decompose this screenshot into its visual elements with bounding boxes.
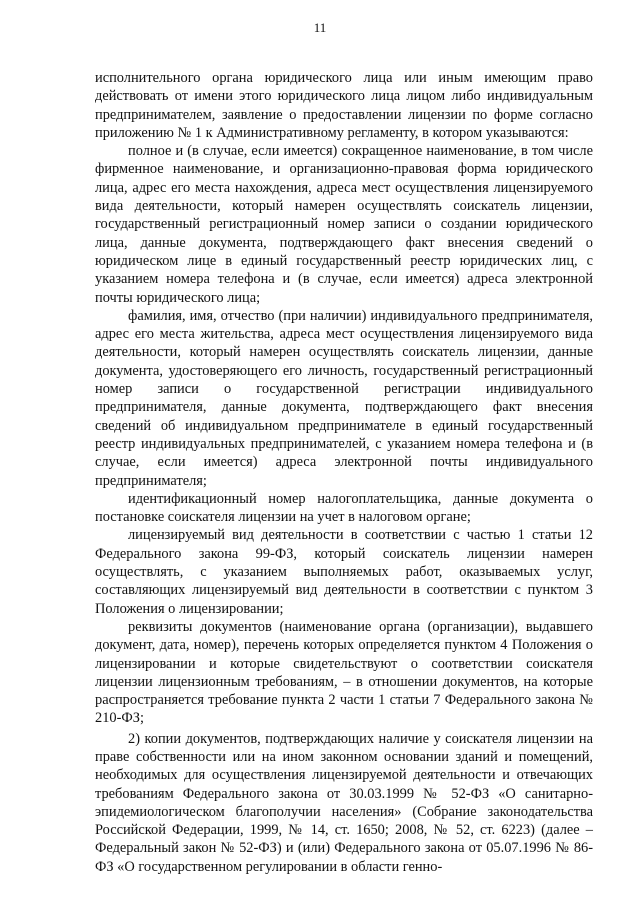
paragraph-item-2-copies: 2) копии документов, подтверждающих наличие у соискателя лицензии на праве собственности или на ином законном основании зданий и помещений, необходимых для осуществления лицензируемой деятельности и отвечающих требованиям Федерального закона от 30.03.1999 № 52-ФЗ «О санитарно-эпидемиологическом благополучии населения» (Собрание законодательства Российской Федерации, 1999, № 14, ст. 1650; 2008, № 52, ст. 6223) (далее – Федеральный закон № 52-ФЗ) и (или) Федерального закона от 05.07.1996 № 86-ФЗ «О государственном регулировании в области генно- (95, 730, 593, 875)
paragraph-licensed-activity: лицензируемый вид деятельности в соответствии с частью 1 статьи 12 Федерального закона 99-ФЗ, который соискатель лицензии намерен осуществлять, с указанием выполняемых работ, оказываемых услуг, составляющих лицензируемый вид деятельности в соответствии с пунктом 3 Положения о лицензировании; (95, 527, 593, 617)
paragraph-continuation: исполнительного органа юридического лица или иным имеющим право действовать от имени этого юридического лица лицом либо индивидуальным предпринимателем, заявление о предоставлении лицензии по форме согласно приложению № 1 к Административному регламенту, в котором указываются: (95, 70, 593, 141)
page-number: 11 (313, 20, 327, 35)
paragraph-document-details: реквизиты документов (наименование органа (организации), выдавшего документ, дата, номер), перечень которых определяется пунктом 4 Положения о лицензировании и которые свидетельствуют о соответствии соискателя лицензии лицензионным требованиям, – в отношении документов, на которые распространяется требование пункта 2 части 1 статьи 7 Федерального закона № 210-ФЗ; (95, 618, 593, 727)
paragraph-legal-entity-name: полное и (в случае, если имеется) сокращенное наименование, в том числе фирменное наименование, и организационно-правовая форма юридического лица, адрес его места нахождения, адреса мест осуществления лицензируемого вида деятельности, который намерен осуществлять соискатель лицензии, государственный регистрационный номер записи о создании юридического лица, данные документа, подтверждающего факт внесения сведений о юридическом лице в единый государственный реестр юридических лиц, с указанием номера телефона и (в случае, если имеется) адреса электронной почты юридического лица; (95, 143, 593, 306)
paragraph-entrepreneur-name: фамилия, имя, отчество (при наличии) индивидуального предпринимателя, адрес его места жительства, адреса мест осуществления лицензируемого вида деятельности, который намерен осуществлять соискатель лицензии, данные документа, удостоверяющего его личность, государственный регистрационный номер записи о государственной регистрации индивидуального предпринимателя, данные документа, подтверждающего факт внесения сведений об индивидуальном предпринимателе в единый государственный реестр индивидуальных предпринимателей, с указанием номера телефона и (в случае, если имеется) адреса электронной почты индивидуального предпринимателя; (95, 307, 593, 489)
document-body (95, 69, 593, 876)
paragraph-tax-id: идентификационный номер налогоплательщика, данные документа о постановке соискателя лицензии на учет в налоговом органе; (95, 490, 593, 526)
